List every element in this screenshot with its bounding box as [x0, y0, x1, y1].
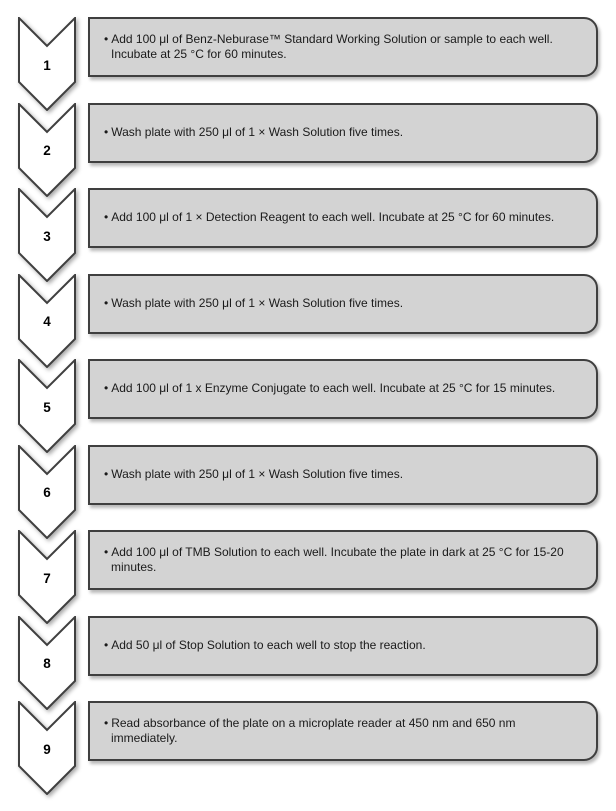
step-chevron-8	[18, 616, 76, 710]
step-row-2	[0, 103, 616, 163]
bullet-icon: •	[104, 637, 109, 652]
bullet-icon: •	[104, 295, 109, 310]
step-text: Read absorbance of the plate on a microplate reader at 450 nm and 650 nm immediately.	[111, 715, 516, 745]
bullet-icon: •	[104, 715, 109, 730]
step-text: Add 100 μl of 1 x Enzyme Conjugate to each well. Incubate at 25 °C for 15 minutes.	[111, 381, 556, 396]
step-chevron-4	[18, 274, 76, 368]
step-box-6	[88, 445, 598, 505]
step-box-9	[88, 701, 598, 761]
step-number: 1	[43, 57, 51, 73]
step-text: Wash plate with 250 μl of 1 × Wash Solution five times.	[111, 124, 404, 139]
step-box-8	[88, 616, 598, 676]
step-number: 7	[43, 570, 51, 586]
step-number: 9	[43, 741, 51, 757]
step-row-7	[0, 530, 616, 590]
bullet-icon: •	[104, 31, 109, 46]
bullet-icon: •	[104, 466, 109, 481]
step-number: 3	[43, 228, 51, 244]
step-chevron-2	[18, 103, 76, 197]
step-number: 2	[43, 143, 51, 158]
step-box-3	[88, 188, 598, 248]
bullet-icon: •	[104, 544, 109, 559]
bullet-icon: •	[104, 210, 109, 225]
step-chevron-1	[18, 17, 76, 111]
step-row-6	[0, 445, 616, 505]
step-text: Wash plate with 250 μl of 1 × Wash Solution five times.	[111, 295, 404, 310]
step-row-9	[0, 701, 616, 761]
step-row-3	[0, 188, 616, 248]
step-chevron-7	[18, 530, 76, 624]
step-text: Add 100 μl of TMB Solution to each well. Incubate the plate in dark at 25 °C for 15-20 minutes.	[111, 544, 564, 574]
step-chevron-3	[18, 188, 76, 282]
step-box-5	[88, 359, 598, 419]
step-box-7	[88, 530, 598, 590]
step-row-1	[0, 17, 616, 77]
step-number: 4	[43, 314, 51, 329]
step-number: 5	[43, 399, 51, 415]
step-chevron-6	[18, 445, 76, 539]
bullet-icon: •	[104, 381, 109, 396]
step-box-1	[88, 17, 598, 77]
step-chevron-9	[18, 701, 76, 795]
step-number: 6	[43, 485, 51, 500]
step-chevron-5	[18, 359, 76, 453]
step-text: Add 50 μl of Stop Solution to each well to stop the reaction.	[111, 637, 426, 652]
step-row-5	[0, 359, 616, 419]
step-text: Add 100 μl of Benz-Neburase™ Standard Working Solution or sample to each well. Incubate at 25 °C for 60 minutes.	[111, 31, 553, 61]
step-text: Wash plate with 250 μl of 1 × Wash Solution five times.	[111, 466, 404, 481]
step-text: Add 100 μl of 1 × Detection Reagent to each well. Incubate at 25 °C for 60 minutes.	[111, 210, 555, 225]
step-number: 8	[43, 656, 51, 671]
step-box-4	[88, 274, 598, 334]
bullet-icon: •	[104, 124, 109, 139]
step-row-4	[0, 274, 616, 334]
step-row-8	[0, 616, 616, 676]
step-box-2	[88, 103, 598, 163]
